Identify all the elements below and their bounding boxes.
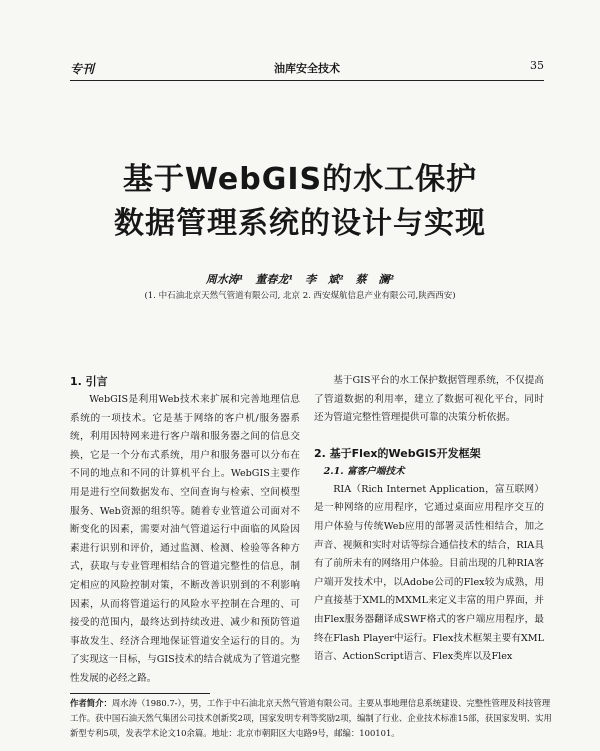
affiliations: (1. 中石油北京天然气管道有限公司, 北京 2. 西安煤航信息产业有限公司,陕西西安) bbox=[144, 291, 456, 301]
section-spacer bbox=[314, 428, 544, 444]
header-rule bbox=[70, 80, 544, 81]
paper-title-line1: 基于WebGIS的水工保护 bbox=[122, 162, 478, 197]
footnote-label: 作者简介： bbox=[70, 698, 112, 708]
paper-title-line2: 数据管理系统的设计与实现 bbox=[114, 206, 486, 241]
running-head bbox=[70, 58, 544, 76]
ria-paragraph: RIA（Rich Internet Application，富互联网）是一种网络的应用程序，它通过桌面应用程序交互的用户体验与传统Web应用的部署灵活性相结合，加之声音、视频和实时对话等综合通信技术的结合，RIA具有了前所未有的网络用户体验。目前出现的几种RIA客户端开发技术中，以Adobe公司的Flex较为成熟，用户直接基于XML的MXML来定义丰富的用户界面，并由Flex服务器翻译成SWF格式的客户端应用程序，最终在Flash Player中运行。Flex技术框架主要有XML语言、ActionScript语言、Flex类库以及Flex bbox=[314, 483, 544, 663]
footnote-text: 周水涛（1980.7-），男，工作于中石油北京天然气管道有限公司。主要从事地理信息系统建设、完整性管理及科技管理工作。获中国石油天然气集团公司技术创新奖2项，国家发明专利等奖励2项，编制了行业、企业技术标准15部，获国家发明、实用新型专利5项，发表学术论文10余篇。地址：北京市朝阳区大屯路9号，邮编：100101。 bbox=[70, 698, 552, 738]
section-heading-framework: 2. 基于Flex的WebGIS开发框架 bbox=[314, 446, 481, 460]
author-footnote bbox=[70, 696, 552, 741]
running-head-left: 专刊 bbox=[70, 62, 95, 76]
left-column bbox=[70, 372, 300, 689]
running-head-journal: 油库安全技术 bbox=[274, 62, 340, 75]
right-column bbox=[314, 372, 544, 667]
subsection-heading-ria: 2.1. 富客户端技术 bbox=[323, 465, 405, 477]
author-list: 周水涛¹ 董春龙¹ 李 斌² 蔡 澜² bbox=[205, 273, 395, 286]
paper-title bbox=[0, 160, 600, 244]
section-heading-intro: 1. 引言 bbox=[70, 375, 108, 388]
intro-continuation-paragraph: 基于GIS平台的水工保护数据管理系统，不仅提高了管道数据的利用率，建立了数据可视化平台，同时还为管道完整性管理提供可靠的决策分析依据。 bbox=[314, 375, 544, 424]
intro-paragraph: WebGIS是利用Web技术来扩展和完善地理信息系统的一项技术。它是基于网络的客户机/服务器系统，利用因特网来进行客户端和服务器之间的信息交换，它是一个分布式系统，用户和服务器可以分布在不同的地点和不同的计算机平台上。WebGIS主要作用是进行空间数据发布、空间查询与检索、空间模型服务、Web资源的组织等。随着专业管道公司面对不断变化的因素，需要对油气管道运行中面临的风险因素进行识别和评价，通过监测、检测、检验等各种方式，获取与专业管理相结合的管道完整性的信息，制定相应的风险控制对策，不断改善识别到的不利影响因素，从而将管道运行的风险水平控制在合理的、可接受的范围内，最终达到持续改进、减少和预防管道事故发生、经济合理地保证管道安全运行的目的。为了实现这一目标，与GIS技术的结合就成为了管道完整性发展的必经之路。 bbox=[70, 394, 300, 684]
footnote-rule bbox=[70, 693, 210, 694]
page-number: 35 bbox=[530, 59, 544, 72]
